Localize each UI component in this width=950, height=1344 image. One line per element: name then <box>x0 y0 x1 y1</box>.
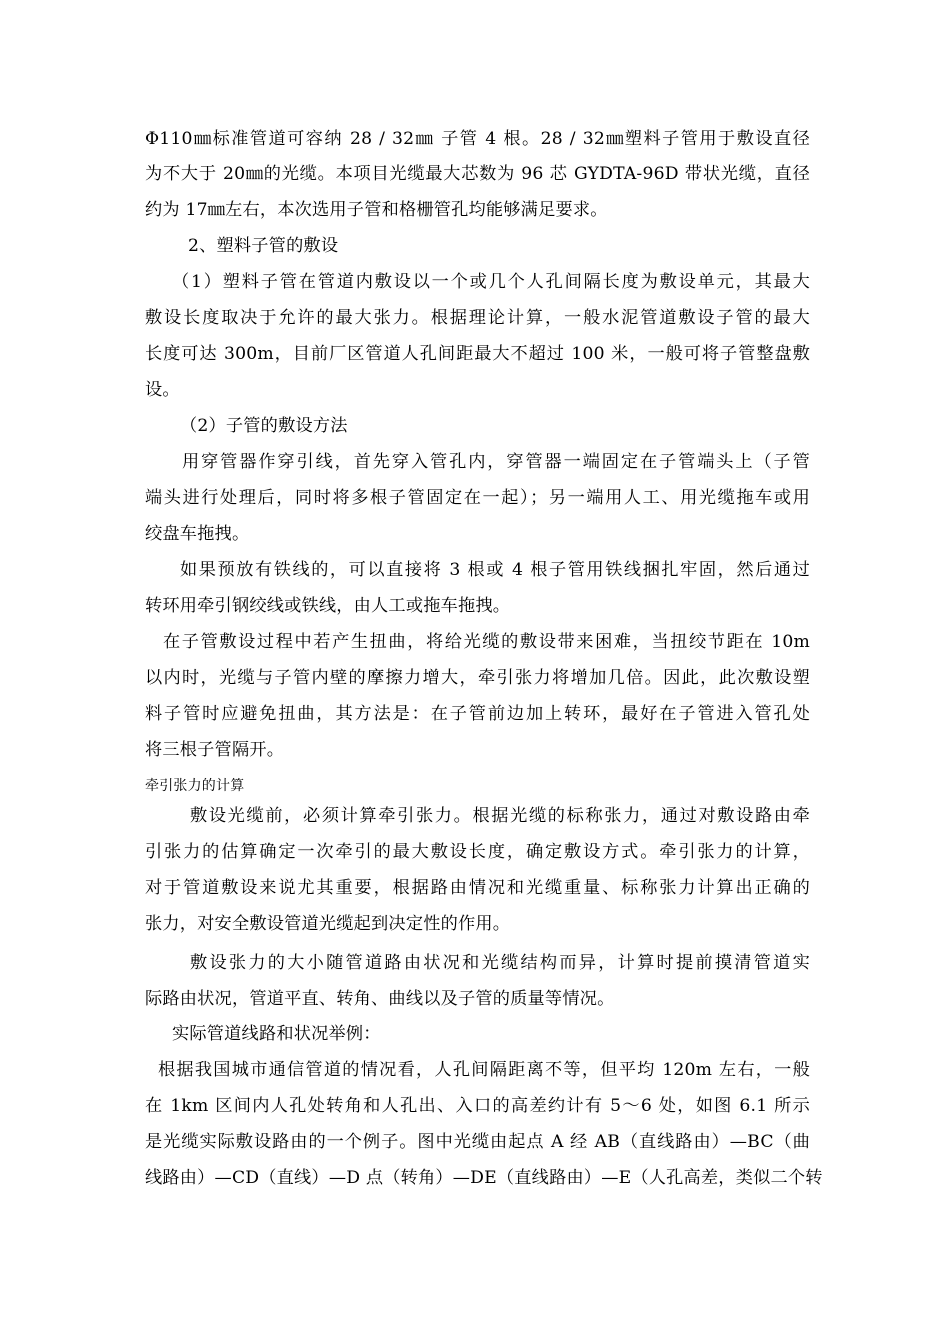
subsection-heading: （2）子管的敷设方法 <box>180 416 348 436</box>
text-line: 在子管敷设过程中若产生扭曲，将给光缆的敷设带来困难，当扭绞节距在 10m <box>163 632 810 652</box>
text-line: 如果预放有铁线的，可以直接将 3 根或 4 根子管用铁线捆扎牢固，然后通过 <box>180 560 810 580</box>
text-line: Φ110㎜标准管道可容纳 28 / 32㎜ 子管 4 根。28 / 32㎜塑料子管用于敷设直径 <box>145 129 810 149</box>
text-line: 以内时，光缆与子管内壁的摩擦力增大，牵引张力将增加几倍。因此，此次敷设塑 <box>145 668 810 688</box>
text-line: 绞盘车拖拽。 <box>145 524 250 544</box>
text-line: 敷设光缆前，必须计算牵引张力。根据光缆的标称张力，通过对敷设路由牵 <box>190 806 810 826</box>
text-line: 端头进行处理后，同时将多根子管固定在一起）；另一端用人工、用光缆拖车或用 <box>145 488 810 508</box>
text-line: 为不大于 20㎜的光缆。本项目光缆最大芯数为 96 芯 GYDTA-96D 带状光缆，直径 <box>145 164 810 184</box>
text-line: 设。 <box>145 380 180 400</box>
text-line: 是光缆实际敷设路由的一个例子。图中光缆由起点 A 经 AB（直线路由）—BC（曲 <box>145 1132 810 1152</box>
text-line: 在 1km 区间内人孔处转角和人孔出、入口的高差约计有 5～6 处，如图 6.1 所示 <box>145 1096 810 1116</box>
section-heading: 实际管道线路和状况举例： <box>172 1024 381 1044</box>
section-heading: 2、塑料子管的敷设 <box>188 236 339 256</box>
text-line: 引张力的估算确定一次牵引的最大敷设长度，确定敷设方式。牵引张力的计算， <box>145 842 810 862</box>
text-line: 用穿管器作穿引线，首先穿入管孔内，穿管器一端固定在子管端头上（子管 <box>182 452 810 472</box>
text-line: 际路由状况，管道平直、转角、曲线以及子管的质量等情况。 <box>145 989 615 1009</box>
text-line: 长度可达 300m，目前厂区管道人孔间距最大不超过 100 米，一般可将子管整盘敷 <box>145 344 810 364</box>
text-line: 对于管道敷设来说尤其重要，根据路由情况和光缆重量、标称张力计算出正确的 <box>145 878 810 898</box>
text-line: （1）塑料子管在管道内敷设以一个或几个人孔间隔长度为敷设单元，其最大 <box>172 272 810 292</box>
text-line: 料子管时应避免扭曲，其方法是：在子管前边加上转环，最好在子管进入管孔处 <box>145 704 810 724</box>
text-line: 将三根子管隔开。 <box>145 740 285 760</box>
text-line: 约为 17㎜左右，本次选用子管和格栅管孔均能够满足要求。 <box>145 200 608 220</box>
text-line: 敷设长度取决于允许的最大张力。根据理论计算，一般水泥管道敷设子管的最大 <box>145 308 810 328</box>
text-line: 线路由）—CD（直线）—D 点（转角）—DE（直线路由）—E（人孔高差，类似二个转 <box>145 1168 823 1188</box>
text-line: 转环用牵引钢绞线或铁线，由人工或拖车拖拽。 <box>145 596 511 616</box>
section-heading: 牵引张力的计算 <box>145 778 245 794</box>
text-line: 根据我国城市通信管道的情况看，人孔间隔距离不等，但平均 120m 左右，一般 <box>158 1060 810 1080</box>
text-line: 敷设张力的大小随管道路由状况和光缆结构而异，计算时提前摸清管道实 <box>190 953 810 973</box>
text-line: 张力，对安全敷设管道光缆起到决定性的作用。 <box>145 914 511 934</box>
